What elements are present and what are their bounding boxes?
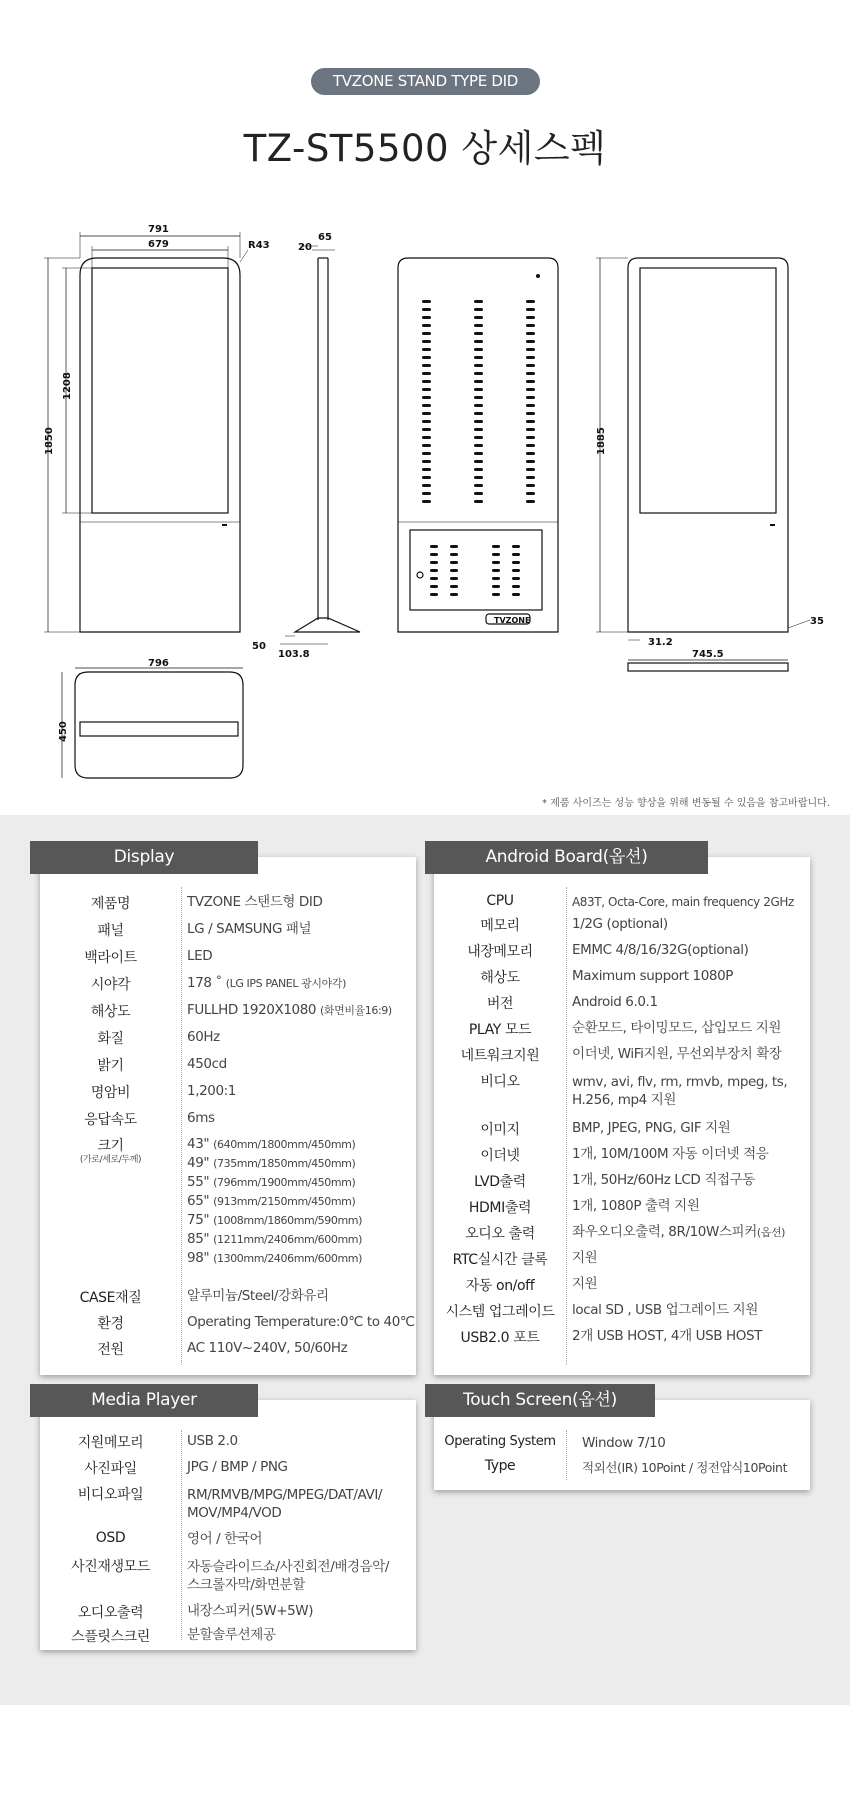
android-row: 자동 on/off 지원 xyxy=(465,1276,598,1294)
dim-right-height: 1885 xyxy=(596,427,607,455)
spec-section xyxy=(0,815,850,1705)
dim-radius: R43 xyxy=(248,240,270,251)
display-row: 밝기 450cd xyxy=(97,1056,227,1074)
dim-screen-width: 679 xyxy=(148,239,169,250)
media-row: OSD 영어 / 한국어 xyxy=(95,1530,263,1547)
display-row: 제품명 TVZONE 스탠드형 DID xyxy=(90,894,323,912)
android-row: 해상도 Maximum support 1080P xyxy=(480,968,734,986)
android-row: 메모리 1/2G (optional) xyxy=(480,916,668,934)
android-row: HDMI출력 1개, 1080P 출력 지원 xyxy=(468,1198,700,1216)
media-row: 비디오파일 RM/RMVB/MPG/MPEG/DAT/AVI/ MOV/MP4/VOD xyxy=(77,1487,383,1521)
media-row: 스플릿스크린 분할솔루션제공 xyxy=(71,1627,276,1645)
display-row: 패널 LG / SAMSUNG 패널 xyxy=(97,921,312,939)
display-row: 시야각 178 ˚ (LG IPS PANEL 광시야각) xyxy=(90,975,346,993)
display-row: 명암비 1,200:1 xyxy=(90,1083,236,1101)
display-size-row: 크기 (가로/세로/두께) 43" (640mm/1800mm/450mm) 49" (735mm/1850mm/450mm) 55" (796mm/1900mm/450mm) 65" (913mm/2150mm/450mm) 75" (1008mm/1860mm/590mm) 85" (1211mm/2406mm/600mm) 98" (1300mm/2406mm/600mm) xyxy=(79,1136,362,1266)
android-card xyxy=(434,857,810,1375)
dim-screen-height: 1208 xyxy=(62,372,73,400)
display-row: 응답속도 6ms xyxy=(84,1110,215,1128)
android-row: 이미지 BMP, JPEG, PNG, GIF 지원 xyxy=(480,1120,731,1138)
android-row: 내장메모리 EMMC 4/8/16/32G(optional) xyxy=(467,942,749,960)
android-heading: Android Board(옵션) xyxy=(425,841,708,874)
android-row: LVD출력 1개, 50Hz/60Hz LCD 직접구동 xyxy=(474,1172,755,1190)
media-card xyxy=(40,1400,416,1650)
display-heading: Display xyxy=(30,841,258,874)
android-row: CPU A83T, Octa-Core, main frequency 2GHz xyxy=(486,893,794,909)
media-row: 오디오출력 내장스피커(5W+5W) xyxy=(77,1603,314,1621)
dim-side-base: 103.8 xyxy=(278,649,310,660)
display-row: CASE재질 알루미늄/Steel/강화유리 xyxy=(79,1288,329,1306)
media-row: 사진파일 JPG / BMP / PNG xyxy=(84,1459,288,1477)
size-note: * 제품 사이즈는 성능 향상을 위해 변동될 수 있음을 참고바랍니다. xyxy=(542,798,830,809)
android-row: 비디오 wmv, avi, flv, rm, rmvb, mpeg, ts, H.256, mp4 지원 xyxy=(480,1074,788,1108)
android-row: RTC실시간 클록 지원 xyxy=(452,1250,598,1268)
android-row: PLAY 모드 순환모드, 타이밍모드, 삽입모드 지원 xyxy=(468,1020,782,1038)
product-badge: TVZONE STAND TYPE DID xyxy=(311,68,540,95)
display-row: 백라이트 LED xyxy=(84,948,213,966)
dim-right-35: 35 xyxy=(810,616,824,627)
android-row: 오디오 출력 좌우오디오출력, 8R/10W스피커(옵션) xyxy=(465,1224,786,1242)
dim-side-20: 20 xyxy=(298,242,312,253)
display-row: 화질 60Hz xyxy=(97,1029,220,1047)
android-row: USB2.0 포트 2개 USB HOST, 4개 USB HOST xyxy=(460,1328,763,1346)
dim-front-height: 1850 xyxy=(44,427,55,455)
dim-right-offset: 31.2 xyxy=(648,637,673,648)
display-row: 해상도 FULLHD 1920X1080 (화면비율16:9) xyxy=(90,1002,392,1020)
android-row: 이더넷 1개, 10M/100M 자동 이더넷 적응 xyxy=(480,1146,769,1164)
dim-front-width: 791 xyxy=(148,224,169,235)
dim-top-depth: 450 xyxy=(58,721,69,742)
touch-heading: Touch Screen(옵션) xyxy=(425,1384,655,1417)
page-title: TZ-ST5500 상세스펙 xyxy=(243,127,607,170)
technical-drawing xyxy=(0,215,850,742)
back-logo: TVZONE xyxy=(494,616,531,625)
android-row: 네트워크지원 이더넷, WiFi지원, 무선외부장치 확장 xyxy=(460,1046,782,1064)
display-card xyxy=(40,857,416,1375)
android-row: 시스템 업그레이드 local SD , USB 업그레이드 지원 xyxy=(445,1302,758,1320)
dim-right-width: 745.5 xyxy=(692,649,724,660)
media-row: 지원메모리 USB 2.0 xyxy=(77,1433,238,1451)
display-row: 전원 AC 110V~240V, 50/60Hz xyxy=(97,1340,348,1358)
media-row: 사진재생모드 자동슬라이드쇼/사진회전/배경음악/ 스크롤자막/화면분할 xyxy=(71,1559,390,1593)
touch-row: Type 적외선(IR) 10Point / 정전압식10Point xyxy=(484,1458,788,1475)
drawing-section xyxy=(0,0,850,815)
media-heading: Media Player xyxy=(30,1384,258,1417)
touch-row: Operating System Window 7/10 xyxy=(444,1434,666,1451)
display-row: 환경 Operating Temperature:0℃ to 40℃ xyxy=(97,1314,415,1332)
android-row: 버전 Android 6.0.1 xyxy=(486,994,658,1012)
dim-side-50: 50 xyxy=(252,641,266,652)
dim-top-width: 796 xyxy=(148,658,169,669)
dim-side-65: 65 xyxy=(318,232,332,243)
